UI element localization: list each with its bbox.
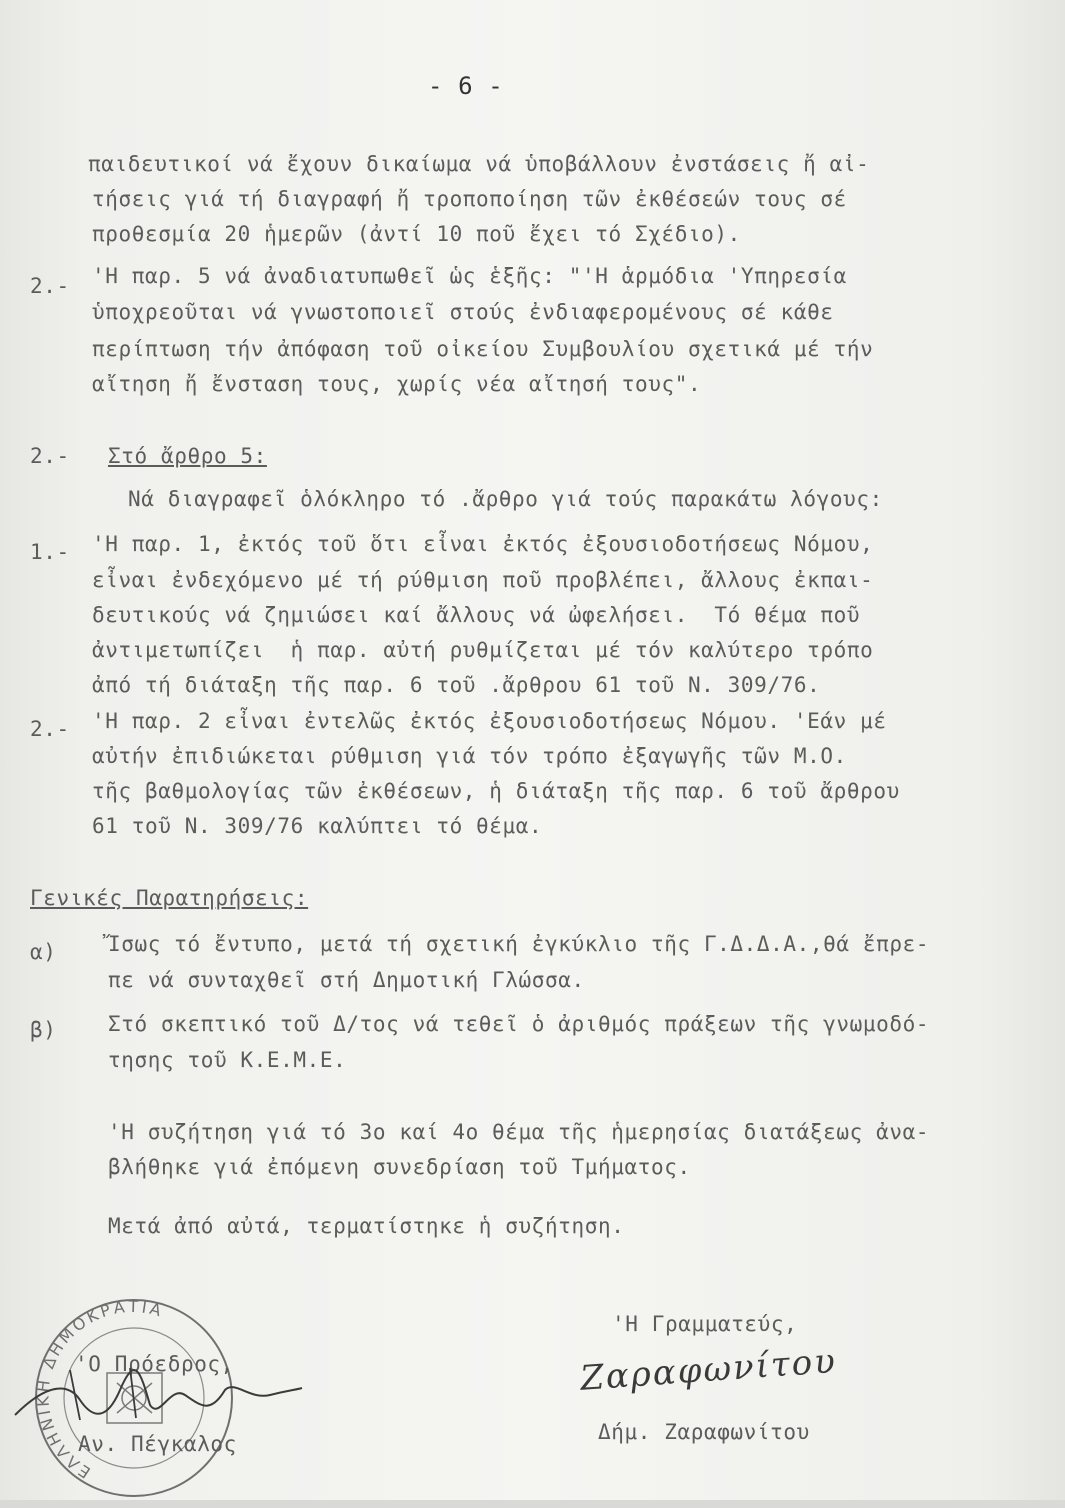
text-line: ὑποχρεοῦται νά γνωστοποιεῖ στούς ἐνδιαφερομένους σέ κάθε (92, 300, 834, 324)
text-line: ἀπό τή διάταξη τῆς παρ. 6 τοῦ .ἄρθρου 61 τοῦ Ν. 309/76. (92, 673, 821, 697)
text-line: δευτικούς νά ζημιώσει καί ἄλλους νά ὠφελήσει. Τό θέμα ποῦ (92, 603, 861, 627)
text-line: πε νά συνταχθεῖ στή Δημοτική Γλώσσα. (108, 968, 585, 992)
item-label: α) (30, 940, 57, 964)
text-line: 'Η παρ. 5 νά ἀναδιατυπωθεῖ ὡς ἑξῆς: "'Η ἁρμόδια 'Υπηρεσία (92, 264, 847, 288)
text-line: παιδευτικοί νά ἔχουν δικαίωμα νά ὑποβάλλουν ἐνστάσεις ἤ αἰ- (88, 152, 870, 176)
stamp-text: ΕΛΛΗΝΙΚΗ ΔΗΜΟΚΡΑΤΙΑ (33, 1296, 167, 1483)
text-line: περίπτωση τήν ἀπόφαση τοῦ οἰκείου Συμβουλίου σχετικά μέ τήν (92, 337, 874, 361)
remarks-heading: Γενικές Παρατηρήσεις: (30, 886, 309, 910)
text-line: 'Η παρ. 2 εἶναι ἐντελῶς ἐκτός ἐξουσιοδοτήσεως Νόμου. 'Εάν μέ (92, 709, 887, 733)
section-intro: Νά διαγραφεῖ ὁλόκληρο τό .ἄρθρο γιά τούς παρακάτω λόγους: (128, 487, 883, 511)
text-line: τῆς βαθμολογίας τῶν ἐκθέσεων, ἡ διάταξη τῆς παρ. 6 τοῦ ἄρθρου (92, 779, 900, 803)
text-line: αἴτηση ἤ ἔνσταση τους, χωρίς νέα αἴτησή τους". (92, 372, 702, 396)
text-line: τήσεις γιά τή διαγραφή ἤ τροποποίηση τῶν ἐκθέσεών τους σέ (92, 187, 847, 211)
text-line: Μετά ἀπό αὐτά, τερματίστηκε ἡ συζήτηση. (108, 1214, 625, 1238)
secretary-title: 'Η Γραμματεύς, (612, 1312, 798, 1336)
text-line: Στό σκεπτικό τοῦ Δ/τος νά τεθεῖ ὁ ἀριθμός πράξεων τῆς γνωμοδό- (108, 1012, 930, 1036)
text-line: Ἴσως τό ἔντυπο, μετά τή σχετική ἐγκύκλιο τῆς Γ.Δ.Δ.Α.,θά ἔπρε- (108, 932, 930, 956)
president-title: 'Ο Πρόεδρος, (75, 1352, 234, 1376)
text-line: εἶναι ἐνδεχόμενο μέ τή ρύθμιση ποῦ προβλέπει, ἄλλους ἐκπαι- (92, 568, 874, 592)
text-line: 61 τοῦ Ν. 309/76 καλύπτει τό θέμα. (92, 814, 543, 838)
secretary-signature: Ζαραφωνίτου (578, 1341, 839, 1399)
item-number: 1.- (30, 540, 70, 564)
item-label: β) (30, 1018, 57, 1042)
item-number: 2.- (30, 717, 70, 741)
text-line: αὐτήν ἐπιδιώκεται ρύθμιση γιά τόν τρόπο ἐξαγωγῆς τῶν Μ.Ο. (92, 744, 847, 768)
section-number: 2.- (30, 444, 70, 468)
text-line: τησης τοῦ Κ.Ε.Μ.Ε. (108, 1048, 347, 1072)
text-line: προθεσμία 20 ἡμερῶν (ἀντί 10 ποῦ ἔχει τό Σχέδιο). (92, 222, 741, 246)
item-number: 2.- (30, 274, 70, 298)
text-line: βλήθηκε γιά ἐπόμενη συνεδρίαση τοῦ Τμήματος. (108, 1155, 691, 1179)
text-line: 'Η συζήτηση γιά τό 3ο καί 4ο θέμα τῆς ἡμερησίας διατάξεως ἀνα- (108, 1120, 930, 1144)
president-name: Αν. Πέγκαλος (78, 1432, 237, 1456)
page-number: - 6 - (428, 72, 504, 100)
president-signature (10, 1360, 310, 1430)
text-line: ἀντιμετωπίζει ἡ παρ. αὐτή ρυθμίζεται μέ τόν καλύτερο τρόπο (92, 638, 874, 662)
secretary-name: Δήμ. Ζαραφωνίτου (598, 1420, 810, 1444)
section-heading: Στό ἄρθρο 5: (108, 444, 267, 468)
text-line: 'Η παρ. 1, ἐκτός τοῦ ὅτι εἶναι ἐκτός ἐξουσιοδοτήσεως Νόμου, (92, 532, 874, 556)
